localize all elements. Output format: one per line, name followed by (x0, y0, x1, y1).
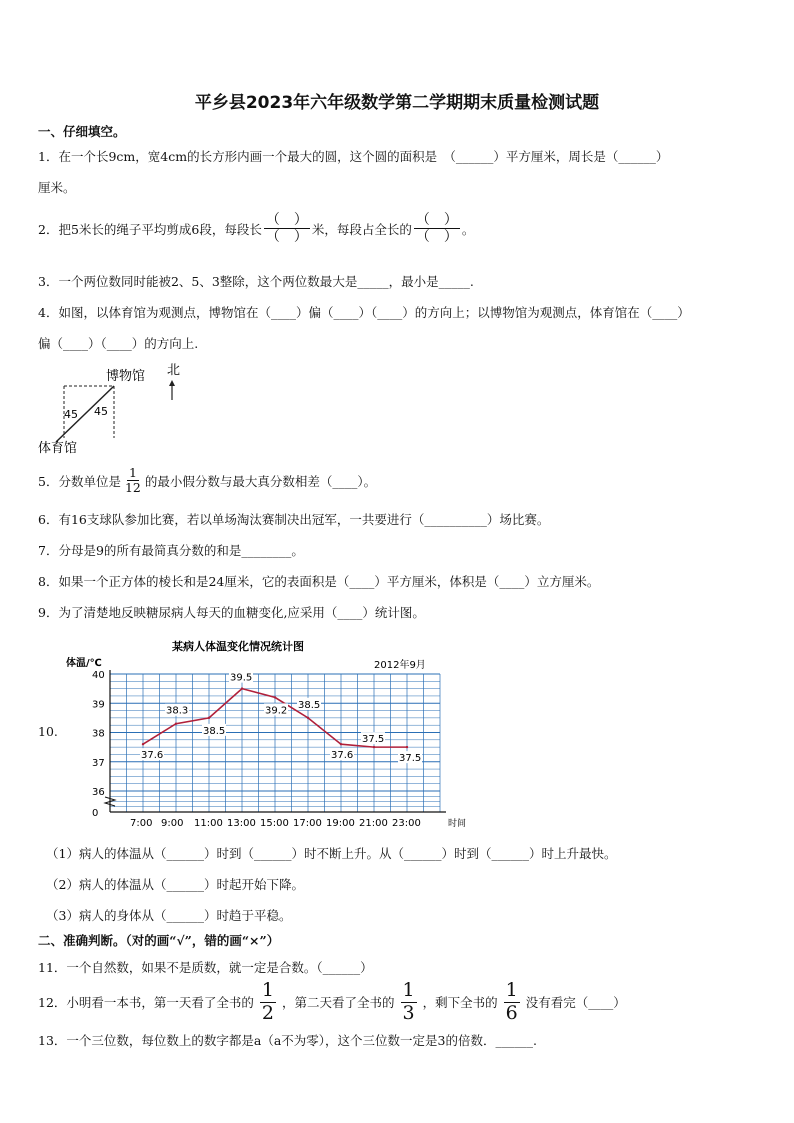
question-5-text-a: 5．分数单位是 (38, 473, 121, 489)
data-point (175, 723, 177, 725)
data-point (142, 743, 144, 745)
x-tick-label: 13:00 (227, 818, 256, 829)
museum-label: 博物馆 (106, 369, 146, 384)
section-1-heading: 一、仔细填空。 (38, 124, 126, 139)
x-tick-label: 17:00 (293, 818, 322, 829)
question-10-part-2: （2）病人的体温从（______）时起开始下降。 (46, 877, 304, 892)
chart-title: 某病人体温变化情况统计图 (172, 640, 304, 653)
x-tick-label: 23:00 (392, 818, 421, 829)
fraction-denominator: 3 (402, 1001, 415, 1024)
section-2-heading: 二、准确判断。（对的画“√”，错的画“×”） (38, 933, 280, 948)
data-label: 37.6 (331, 750, 354, 762)
data-point (307, 717, 309, 719)
question-5 (38, 466, 376, 496)
x-axis-label: 时间 (448, 819, 467, 829)
question-13: 13．一个三位数，每位数上的数字都是a（a不为零），这个三位数一定是3的倍数．______. (38, 1033, 537, 1048)
x-tick-label: 19:00 (326, 818, 355, 829)
question-4-line-2: 偏（____）（____）的方向上. (38, 336, 199, 351)
data-label: 37.6 (141, 750, 164, 762)
data-label: 38.5 (203, 725, 226, 737)
question-10-part-1: （1）病人的体温从（______）时到（______）时不断上升。从（______）时到（______）时上升最快。 (46, 846, 617, 861)
data-label: 39.2 (265, 705, 288, 717)
x-tick-label: 15:00 (260, 818, 289, 829)
question-11: 11．一个自然数，如果不是质数，就一定是合数。（______） (38, 960, 373, 975)
question-2-fraction-1 (264, 212, 310, 245)
x-tick-label: 7:00 (130, 818, 153, 829)
x-tick-label: 9:00 (161, 818, 184, 829)
data-point (208, 717, 210, 719)
data-point (373, 746, 375, 748)
data-label: 39.5 (230, 672, 253, 684)
question-12-text-d: 没有看完（____） (525, 995, 626, 1011)
fraction-numerator: （ ） (265, 212, 308, 228)
question-3: 3．一个两位数同时能被2、5、3整除，这个两位数最大是_____，最小是_____. (38, 274, 474, 289)
fraction-denominator: （ ） (265, 229, 308, 246)
fraction-numerator: （ ） (415, 212, 458, 228)
fraction-numerator: 1 (505, 979, 518, 1001)
question-10-part-3: （3）病人的身体从（______）时趋于平稳。 (46, 908, 292, 923)
y-tick-label: 36 (92, 787, 105, 798)
y-tick-label: 0 (92, 808, 99, 819)
north-arrowhead-icon (169, 380, 175, 386)
fraction-denominator: 12 (124, 480, 141, 496)
question-12-text-b: ，第二天看了全书的 (282, 995, 395, 1011)
data-label: 38.3 (166, 705, 189, 717)
question-2-text-c: 。 (461, 221, 475, 237)
question-12-fraction-1 (260, 980, 276, 1025)
question-1-line-1: 1．在一个长9cm，宽4cm的长方形内画一个最大的圆，这个圆的面积是 （______）平方厘米，周长是（______） (38, 149, 669, 164)
question-2-fraction-2 (414, 212, 460, 245)
question-12-text-a: 12．小明看一本书，第一天看了全书的 (38, 995, 254, 1011)
question-12-text-c: ，剩下全书的 (422, 995, 498, 1011)
north-label: 北 (167, 363, 181, 378)
data-point (340, 743, 342, 745)
angle-label-1: 45 (64, 408, 78, 421)
question-12 (38, 980, 626, 1025)
question-2-text-a: 2．把5米长的绳子平均剪成6段，每段长 (38, 221, 262, 237)
data-label: 37.5 (399, 753, 422, 765)
data-point (274, 696, 276, 698)
temperature-line-chart (62, 634, 467, 832)
question-4-line-1: 4．如图，以体育馆为观测点，博物馆在（____）偏（____）（____）的方向上；以博物馆为观测点，体育馆在（____） (38, 305, 690, 320)
fraction-denominator: 6 (505, 1001, 518, 1024)
question-2 (38, 212, 474, 245)
data-label: 38.5 (298, 699, 321, 711)
question-12-fraction-3 (504, 980, 520, 1025)
question-6: 6．有16支球队参加比赛，若以单场淘汰赛制决出冠军，一共要进行（__________）场比赛。 (38, 512, 550, 527)
question-1-line-2: 厘米。 (38, 180, 76, 195)
data-label: 37.5 (362, 734, 385, 746)
question-5-fraction (123, 466, 143, 496)
chart-subtitle: 2012年9月 (374, 660, 426, 671)
fraction-numerator: 1 (261, 979, 275, 1001)
fraction-numerator: 1 (402, 979, 415, 1001)
fraction-numerator: 1 (128, 465, 137, 480)
x-tick-label: 11:00 (194, 818, 223, 829)
question-9: 9．为了清楚地反映糖尿病人每天的血糖变化,应采用（____）统计图。 (38, 605, 425, 620)
y-tick-label: 40 (92, 670, 105, 681)
page-title: 平乡县2023年六年级数学第二学期期末质量检测试题 (194, 93, 600, 113)
question-7: 7．分母是9的所有最简真分数的和是________。 (38, 543, 304, 558)
direction-diagram (34, 360, 184, 460)
x-tick-label: 21:00 (359, 818, 388, 829)
data-point (241, 687, 243, 689)
data-point (406, 746, 408, 748)
fraction-denominator: 2 (261, 1001, 275, 1024)
fraction-denominator: （ ） (415, 229, 458, 246)
gym-label: 体育馆 (38, 441, 78, 456)
question-8: 8．如果一个正方体的棱长和是24厘米，它的表面积是（____）平方厘米，体积是（____）立方厘米。 (38, 574, 600, 589)
y-tick-label: 37 (92, 757, 105, 769)
question-2-text-b: 米，每段占全长的 (311, 221, 412, 237)
y-axis-label: 体温/℃ (66, 658, 102, 669)
y-tick-label: 38 (92, 728, 105, 740)
question-5-text-b: 的最小假分数与最大真分数相差（____）。 (144, 473, 377, 489)
y-tick-label: 39 (92, 699, 105, 711)
angle-label-2: 45 (94, 405, 108, 418)
question-12-fraction-2 (401, 980, 417, 1025)
question-10-label: 10. (38, 724, 58, 739)
